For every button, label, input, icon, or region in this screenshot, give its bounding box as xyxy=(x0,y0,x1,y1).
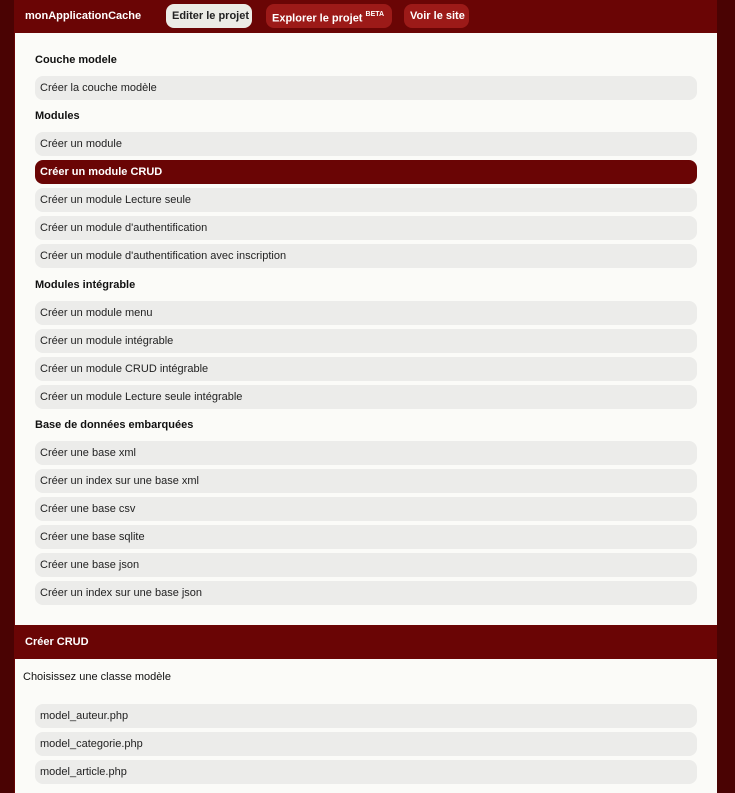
model-item[interactable]: model_article.php xyxy=(35,760,697,784)
action-item[interactable]: Créer un module CRUD intégrable xyxy=(35,357,697,381)
action-item[interactable]: Créer un index sur une base xml xyxy=(35,469,697,493)
nav-explorer-projet[interactable] xyxy=(266,4,392,28)
nav-editer-projet[interactable] xyxy=(166,4,252,28)
action-item[interactable]: Créer une base csv xyxy=(35,497,697,521)
app-title: monApplicationCache xyxy=(25,10,142,22)
action-item[interactable]: Créer un module Lecture seule intégrable xyxy=(35,385,697,409)
action-item[interactable]: Créer un module intégrable xyxy=(35,329,697,353)
model-item[interactable]: model_auteur.php xyxy=(35,704,697,728)
action-item[interactable]: Créer une base xml xyxy=(35,441,697,465)
action-item[interactable]: Créer la couche modèle xyxy=(35,76,697,100)
nav-label: Editer le projet xyxy=(172,10,250,22)
action-item[interactable]: Créer une base json xyxy=(35,553,697,577)
actions-panel xyxy=(15,33,717,625)
crud-instruction: Choisissez une classe modèle xyxy=(23,671,171,683)
nav-label: Voir le site xyxy=(410,10,465,22)
action-item-selected[interactable]: Créer un module CRUD xyxy=(35,160,697,184)
section-title: Base de données embarquées xyxy=(35,419,194,431)
crud-panel-title: Créer CRUD xyxy=(15,625,717,659)
action-item[interactable]: Créer un module d'authentification xyxy=(35,216,697,240)
action-item[interactable]: Créer un module Lecture seule xyxy=(35,188,697,212)
top-bar xyxy=(14,0,717,33)
section-title: Modules xyxy=(35,110,80,122)
action-item[interactable]: Créer un module menu xyxy=(35,301,697,325)
action-item[interactable]: Créer une base sqlite xyxy=(35,525,697,549)
model-item[interactable]: model_categorie.php xyxy=(35,732,697,756)
nav-label: Explorer le projet xyxy=(272,12,363,25)
section-title: Modules intégrable xyxy=(35,279,136,291)
action-item[interactable]: Créer un index sur une base json xyxy=(35,581,697,605)
section-title: Couche modele xyxy=(35,54,117,66)
nav-voir-site[interactable] xyxy=(404,4,469,28)
action-item[interactable]: Créer un module xyxy=(35,132,697,156)
beta-badge: BETA xyxy=(365,11,385,18)
action-item[interactable]: Créer un module d'authentification avec inscription xyxy=(35,244,697,268)
crud-panel xyxy=(15,659,717,793)
